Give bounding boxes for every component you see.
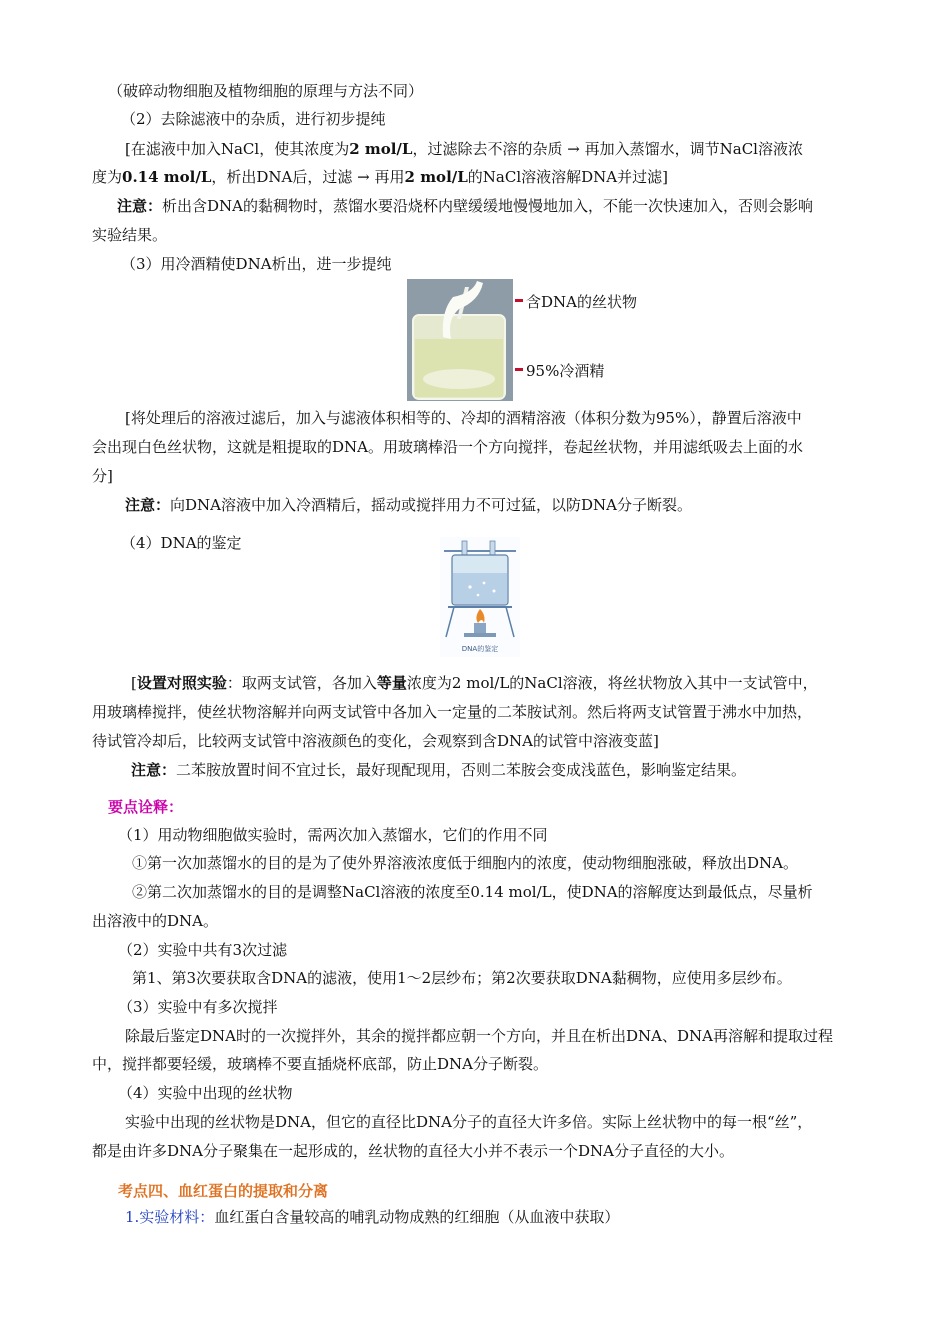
key-point: （4）实验中出现的丝状物 (118, 1084, 293, 1102)
text-line: 分] (92, 467, 113, 485)
note: 注意：析出含DNA的黏稠物时，蒸馏水要沿烧杯内壁缓缓地慢慢地加入，不能一次快速加入，否则会影响 (117, 197, 814, 215)
dna-identification-apparatus (440, 537, 520, 657)
key-point-sub: 都是由许多DNA分子聚集在一起形成的，丝状物的直径大小并不表示一个DNA分子直径的大小。 (92, 1142, 734, 1160)
note-label: 注意： (117, 197, 163, 215)
section-heading: （2）去除滤液中的杂质，进行初步提纯 (121, 110, 386, 128)
text-line: 会出现白色丝状物，这就是粗提取的DNA。用玻璃棒沿一个方向搅拌，卷起丝状物，并用滤纸吸去上面的水 (92, 438, 803, 456)
text-line: 待试管冷却后，比较两支试管中溶液颜色的变化，会观察到含DNA的试管中溶液变蓝] (92, 732, 659, 750)
text-line: [将处理后的溶液过滤后，加入与滤液体积相等的、冷却的酒精溶液（体积分数为95%），静置后溶液中 (125, 409, 802, 427)
note: 注意：二苯胺放置时间不宜过长，最好现配现用，否则二苯胺会变成浅蓝色，影响鉴定结果。 (131, 761, 747, 779)
key-point: （1）用动物细胞做实验时，需两次加入蒸馏水，它们的作用不同 (118, 826, 548, 844)
key-point-sub: 第1、第3次要获取含DNA的滤液，使用1～2层纱布；第2次要获取DNA黏稠物，应使用多层纱布。 (132, 969, 792, 987)
section-title: 考点四、血红蛋白的提取和分离 (118, 1182, 329, 1200)
arrow-icon: → (357, 168, 370, 186)
label-marker (515, 368, 523, 371)
text-line: 用玻璃棒搅拌，使丝状物溶解并向两支试管中各加入一定量的二苯胺试剂。然后将两支试管置于沸水中加热， (92, 703, 813, 721)
label-marker (515, 299, 523, 302)
text-line: 1.实验材料：血红蛋白含量较高的哺乳动物成熟的红细胞（从血液中获取） (125, 1208, 620, 1226)
note-label: 注意： (125, 496, 171, 514)
dna-precipitation-photo (407, 279, 513, 401)
figure-label: 95%冷酒精 (526, 362, 605, 380)
note: 注意：向DNA溶液中加入冷酒精后，摇动或搅拌用力不可过猛，以防DNA分子断裂。 (125, 496, 692, 514)
section-heading: （4）DNA的鉴定 (121, 534, 242, 552)
text-line: 实验结果。 (92, 226, 168, 244)
key-point: （3）实验中有多次搅拌 (118, 998, 278, 1016)
key-points-heading: 要点诠释： (108, 798, 184, 816)
figure-caption: DNA的鉴定 (461, 645, 499, 653)
section-heading: （3）用冷酒精使DNA析出，进一步提纯 (121, 255, 392, 273)
key-point-sub: 除最后鉴定DNA时的一次搅拌外，其余的搅拌都应朝一个方向，并且在析出DNA、DNA再溶解和提取过程 (125, 1027, 833, 1045)
key-point: （2）实验中共有3次过滤 (118, 941, 288, 959)
figure-label: 含DNA的丝状物 (526, 293, 637, 311)
material-label: 1.实验材料： (125, 1208, 215, 1226)
key-point-sub: ②第二次加蒸馏水的目的是调整NaCl溶液的浓度至0.14 mol/L，使DNA的溶解度达到最低点，尽量析 (132, 883, 813, 901)
text-line: 度为0.14 mol/L，析出DNA后，过滤 → 再用2 mol/L的NaCl溶液溶解DNA并过滤] (92, 168, 668, 186)
arrow-icon: → (567, 140, 580, 158)
key-point-sub: 实验中出现的丝状物是DNA，但它的直径比DNA分子的直径大许多倍。实际上丝状物中的每一根“丝”， (125, 1113, 813, 1131)
key-point-sub: ①第一次加蒸馏水的目的是为了使外界溶液浓度低于细胞内的浓度，使动物细胞涨破，释放出DNA。 (132, 854, 798, 872)
text-line: （破碎动物细胞及植物细胞的原理与方法不同） (108, 82, 424, 100)
key-point-sub: 出溶液中的DNA。 (92, 912, 218, 930)
note-label: 注意： (131, 761, 177, 779)
key-point-sub: 中，搅拌都要轻缓，玻璃棒不要直插烧杯底部，防止DNA分子断裂。 (92, 1055, 548, 1073)
text-line: [设置对照实验：取两支试管，各加入等量浓度为2 mol/L的NaCl溶液，将丝状物放入其中一支试管中， (131, 674, 818, 692)
text-line: [在滤液中加入NaCl，使其浓度为2 mol/L，过滤除去不溶的杂质 → 再加入蒸馏水，调节NaCl溶液浓 (125, 140, 803, 158)
